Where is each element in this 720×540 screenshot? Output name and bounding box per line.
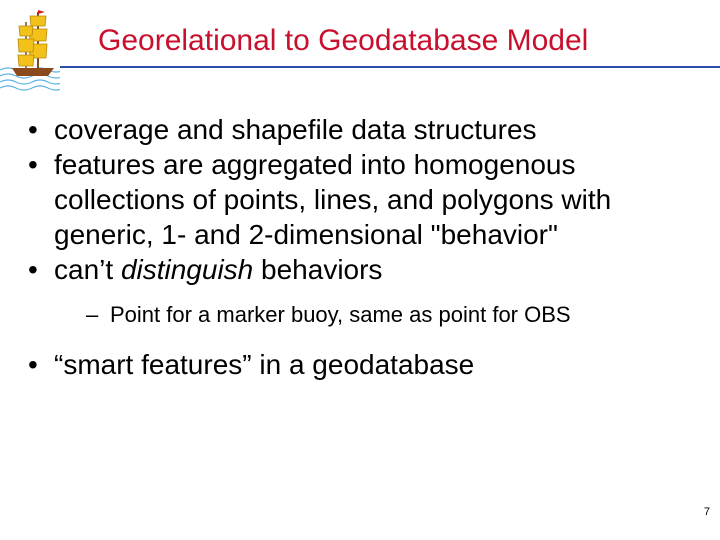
- bullet-text-pre: can’t: [54, 254, 121, 285]
- bullet-text: features are aggregated into homogenous collections of points, lines, and polygons with generic, 1- and 2-dimensional "behavior": [54, 149, 612, 250]
- bullet-list: [24, 112, 704, 382]
- bullet-dot-icon: •: [28, 114, 38, 145]
- bullet-text-post: behaviors: [253, 254, 383, 285]
- bullet-dot-icon: •: [28, 149, 38, 180]
- bullet-item: [24, 252, 704, 287]
- bullet-item: [24, 347, 704, 382]
- bullet-dot-icon: •: [28, 349, 38, 380]
- bullet-text: coverage and shapefile data structures: [54, 114, 537, 145]
- slide-title: Georelational to Geodatabase Model: [98, 24, 589, 57]
- sub-bullet-text: Point for a marker buoy, same as point for OBS: [110, 302, 571, 327]
- page-number: 7: [703, 506, 710, 518]
- bullet-item: [24, 147, 704, 252]
- title-divider: [60, 66, 720, 68]
- dash-icon: –: [86, 302, 99, 327]
- sailing-ship-icon: [0, 8, 60, 100]
- bullet-text: “smart features” in a geodatabase: [54, 349, 475, 380]
- sub-bullet-item: [24, 301, 704, 329]
- bullet-dot-icon: •: [28, 254, 38, 285]
- bullet-item: [24, 112, 704, 147]
- bullet-text-emphasis: distinguish: [120, 254, 254, 285]
